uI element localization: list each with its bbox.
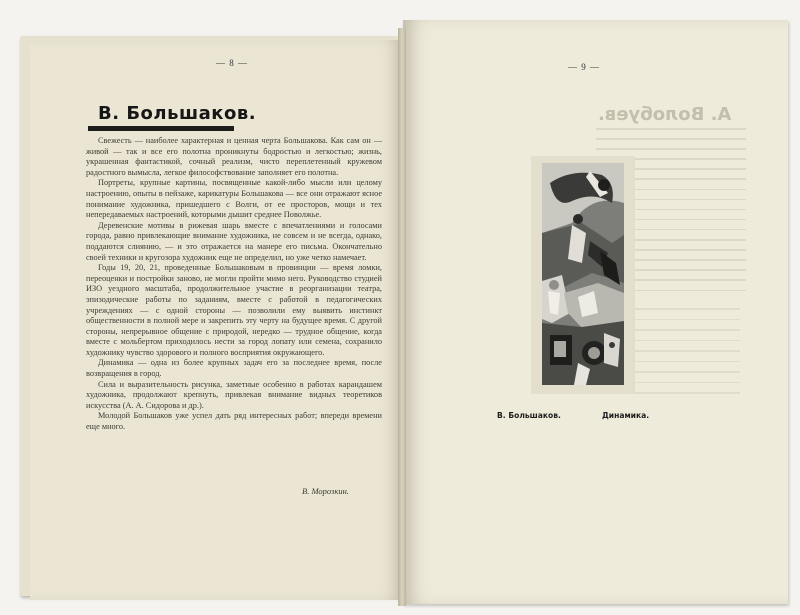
paragraph-6: Сила и выразительность рисунка, заметные особенно в работах карандашем художника, продолжают крепнуть, привлекая внимание видных теоретиков искусства (А. А. Сидорова и др.). bbox=[86, 379, 382, 410]
heading-underline bbox=[88, 126, 234, 131]
page-number-right: — 9 — bbox=[568, 62, 600, 72]
paragraph-3: Деревенские мотивы в рижевая шарь вместе с впечатлениями и голосами города, равно привлекающие внимание художника, не совсем и не всегда, однако, поддаются слиянию, — и это отражается на манере его письма. Окончательно своей техники и кругозора художник еще не определил, но уже четко намечает. bbox=[86, 220, 382, 262]
page-number-left: — 8 — bbox=[216, 58, 248, 68]
paragraph-7: Молодой Большаков уже успел дать ряд интересных работ; впереди времени еще много. bbox=[86, 411, 382, 432]
article-heading: В. Большаков. bbox=[98, 103, 257, 124]
paragraph-4: Годы 19, 20, 21, проведенные Большаковым в провинции — время ломки, переоценки и постройки заново, не могли пройти мимо него. Руководство студией ИЗО уездного масштаба, продолжительное участие в реорганизации театра, эпизодические работы по заданиям, вместе с работой в педагогических учреждениях — с одной стороны — позволили ему выявить инстинкт общественности в полной мере и закрепить эту черту на будущее время. С другой стороны, непрерывное общение с природой, нередко — трудное общение, когда вместе с мольбертом приходилось нести за город лопату или семена, сохранило художнику чувство здорового и полного восприятия окружающего. bbox=[86, 263, 382, 357]
paragraph-2: Портреты, крупные картины, посвященные какой-либо мысли или целому настроению, опыты в пейзаже, карикатуры Большакова — все они отражают ясное понимание художника, пришедшего с Волги, от ее просторов, мощи и тех непередаваемых настроений, которыми дышит среднее Поволжье. bbox=[86, 178, 382, 220]
paragraph-5: Динамика — одна из более крупных задач его за последнее время, после возвращения в город. bbox=[86, 358, 382, 379]
caption-title: Динамика. bbox=[602, 411, 650, 420]
show-through-heading: А. Волобуев. bbox=[598, 104, 732, 125]
book-spine bbox=[398, 28, 406, 606]
author-signature: В. Морозкин. bbox=[302, 486, 349, 496]
caption-artist: В. Большаков. bbox=[497, 411, 561, 420]
article-body bbox=[86, 136, 382, 433]
artwork-dynamika-image bbox=[542, 163, 624, 385]
artwork-illustration bbox=[542, 163, 624, 385]
paragraph-1: Свежесть — наиболее характерная и ценная черта Большакова. Как сам он — живой — так и все его полотна проникнуты бодростью и легкостью; жизнь, украшенная фантастикой, сочный реализм, чисто переплетенный кружевом радостного вымысла, легкое философствование заполняет его полотна. bbox=[86, 136, 382, 177]
